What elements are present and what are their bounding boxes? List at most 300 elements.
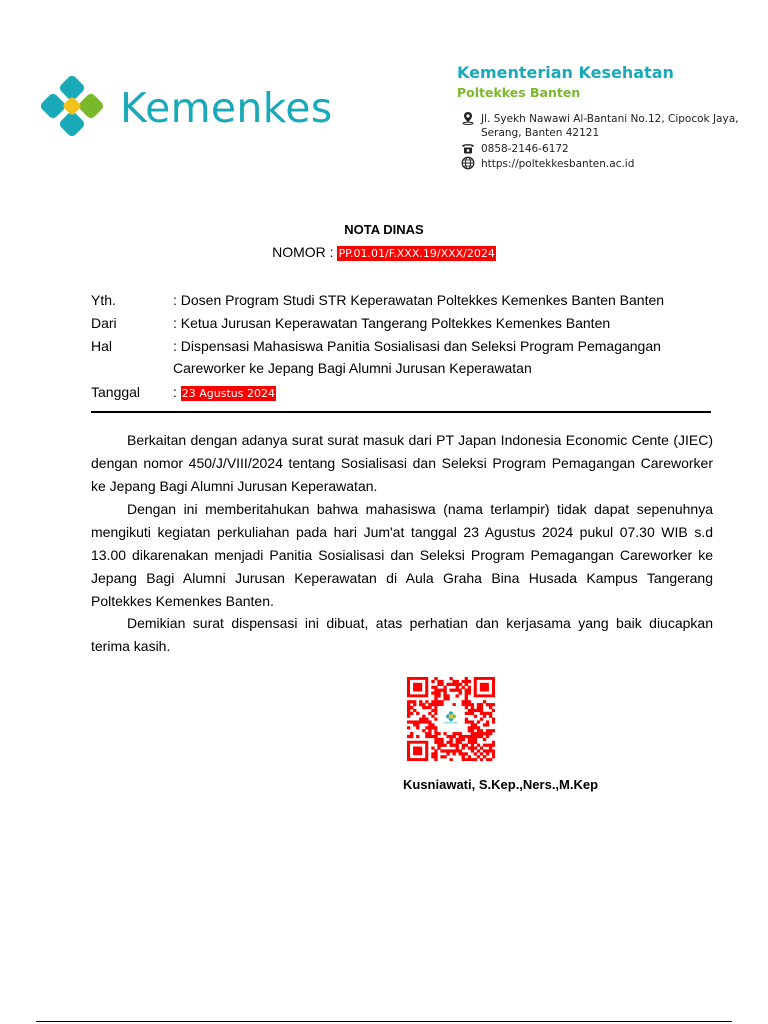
qr-module [434,703,437,706]
qr-module [477,709,480,712]
qr-module [465,700,468,703]
qr-module [486,752,489,755]
qr-module [474,758,477,761]
qr-module [477,735,480,738]
qr-module [456,694,459,697]
qr-module [410,712,413,715]
qr-module [431,680,434,683]
qr-module [434,691,437,694]
qr-module [489,706,492,709]
qr-module [446,697,449,700]
qr-module [449,744,452,747]
qr-module [449,735,452,738]
dari-value: : Ketua Jurusan Keperawatan Tangerang Poltekkes Kemenkes Banten [173,315,611,331]
qr-module [453,732,456,735]
qr-module [474,738,477,741]
qr-module [474,735,477,738]
qr-module [428,706,431,709]
qr-module [413,723,416,726]
qr-module [471,732,474,735]
qr-module [465,703,468,706]
qr-module [434,686,437,689]
footer-line [36,1021,732,1022]
qr-module [434,694,437,697]
header-divider [91,411,711,413]
website-line [461,156,634,171]
qr-module [434,726,437,729]
qr-module [428,726,431,729]
qr-module [468,686,471,689]
qr-module [422,715,425,718]
qr-module [456,738,459,741]
qr-module [425,732,428,735]
qr-module [492,703,495,706]
qr-module [489,732,492,735]
qr-module [434,706,437,709]
qr-module [471,741,474,744]
address-line [461,111,738,126]
qr-module [486,749,489,752]
yth-label: Yth. [91,292,116,308]
organization-subtitle: Poltekkes Banten [457,85,581,100]
qr-finder-pattern [413,683,422,692]
qr-module [465,680,468,683]
qr-module [453,735,456,738]
dari-label: Dari [91,315,117,331]
qr-module [486,729,489,732]
qr-module [449,689,452,692]
qr-module [407,726,410,729]
qr-module [449,749,452,752]
qr-module [468,689,471,692]
qr-module [434,732,437,735]
qr-module [431,700,434,703]
signature-qr-code [407,677,495,761]
body-paragraph-3: Demikian surat dispensasi ini dibuat, atas perhatian dan kerjasama yang baik diucapkan terima kasih. [91,615,713,654]
qr-module [462,686,465,689]
qr-module [419,703,422,706]
qr-module [440,749,443,752]
qr-module [477,720,480,723]
qr-module [474,732,477,735]
qr-module [416,712,419,715]
qr-module [422,720,425,723]
qr-module [449,741,452,744]
qr-module [410,735,413,738]
qr-module [456,686,459,689]
qr-module [465,752,468,755]
qr-module [465,744,468,747]
qr-module [468,712,471,715]
qr-module [443,749,446,752]
qr-module [462,703,465,706]
phone-line [461,141,569,156]
qr-module [468,735,471,738]
qr-module [456,747,459,750]
qr-module [410,706,413,709]
qr-module [462,752,465,755]
qr-module [471,744,474,747]
qr-module [428,720,431,723]
qr-module [440,680,443,683]
qr-module [471,726,474,729]
qr-module [428,732,431,735]
qr-module [468,755,471,758]
qr-module [468,709,471,712]
qr-module [471,749,474,752]
qr-module [486,712,489,715]
qr-module [492,720,495,723]
qr-module [428,723,431,726]
qr-module [468,720,471,723]
body-paragraph-1: Berkaitan dengan adanya surat surat masuk dari PT Japan Indonesia Economic Cente (JIEC) dengan nomor 450/J/VIII/2024 tentang Sosialisasi dan Seleksi Program Pemagangan Careworker ke Jepang Bagi Alumni Jurusan Keperawatan. [91,432,713,494]
yth-value: : Dosen Program Studi STR Keperawatan Poltekkes Kemenkes Banten Banten [173,292,665,308]
qr-module [456,744,459,747]
qr-module [468,700,471,703]
qr-module [437,703,440,706]
qr-module [486,703,489,706]
qr-module [492,729,495,732]
qr-module [434,697,437,700]
qr-module [434,677,437,680]
qr-module [431,747,434,750]
qr-module [480,758,483,761]
qr-module [437,691,440,694]
qr-module [465,712,468,715]
qr-module [480,709,483,712]
qr-module [459,741,462,744]
qr-module [468,747,471,750]
qr-module [462,700,465,703]
qr-module [434,749,437,752]
qr-module [440,689,443,692]
qr-module [431,703,434,706]
qr-module [471,703,474,706]
qr-module [474,723,477,726]
document-number-line [0,244,768,260]
qr-module [492,744,495,747]
qr-module [489,744,492,747]
qr-module [431,723,434,726]
qr-module [434,729,437,732]
qr-module [468,726,471,729]
qr-module [462,758,465,761]
qr-module [446,735,449,738]
qr-module [474,715,477,718]
telephone-icon [461,141,475,155]
qr-module [456,732,459,735]
qr-module [468,729,471,732]
qr-module [480,747,483,750]
qr-module [407,709,410,712]
qr-module [483,700,486,703]
qr-module [459,752,462,755]
qr-module [459,683,462,686]
qr-module [486,758,489,761]
organization-title: Kementerian Kesehatan [457,63,674,82]
qr-module [465,758,468,761]
qr-module [437,694,440,697]
qr-module [483,712,486,715]
qr-module [425,718,428,721]
qr-module [434,712,437,715]
qr-module [428,712,431,715]
qr-module [449,677,452,680]
qr-module [465,735,468,738]
qr-module [459,691,462,694]
qr-module [410,732,413,735]
qr-module [422,729,425,732]
qr-module [474,741,477,744]
tanggal-value-line [173,381,713,406]
qr-module [465,720,468,723]
qr-module [443,686,446,689]
qr-module [465,697,468,700]
qr-module [434,752,437,755]
qr-module [422,706,425,709]
qr-module [437,747,440,750]
qr-module [492,718,495,721]
qr-module [437,741,440,744]
qr-module [483,732,486,735]
qr-module [434,689,437,692]
qr-module [471,720,474,723]
qr-finder-pattern [480,683,489,692]
qr-module [440,700,443,703]
qr-module [489,729,492,732]
qr-module [434,718,437,721]
qr-module [440,738,443,741]
qr-module [453,744,456,747]
qr-module [431,726,434,729]
qr-module [428,729,431,732]
phone-text: 0858-2146-6172 [481,143,569,155]
qr-module [443,732,446,735]
qr-module [483,744,486,747]
qr-module [465,691,468,694]
qr-module [465,694,468,697]
qr-module [462,735,465,738]
qr-module [446,749,449,752]
hal-label: Hal [91,338,113,354]
qr-module [477,726,480,729]
qr-module [431,752,434,755]
qr-module [407,700,410,703]
qr-module [459,732,462,735]
qr-module [446,741,449,744]
qr-module [483,749,486,752]
qr-module [483,723,486,726]
qr-module [477,744,480,747]
hal-value-continued: Careworker ke Jepang Bagi Alumni Jurusan Keperawatan [173,360,532,376]
qr-module [425,700,428,703]
qr-module [456,749,459,752]
qr-module [434,700,437,703]
nomor-value: PP.01.01/F.XXX.19/XXX/2024 [338,247,495,260]
qr-module [474,726,477,729]
qr-module [462,680,465,683]
qr-module [486,744,489,747]
kemenkes-logo-icon [38,72,106,140]
qr-module [440,703,443,706]
qr-module [471,712,474,715]
qr-module [480,703,483,706]
qr-module [468,738,471,741]
qr-logo-text: Kemenkes [444,721,458,725]
qr-module [416,735,419,738]
qr-module [437,680,440,683]
qr-module [416,726,419,729]
qr-module [453,683,456,686]
qr-module [465,706,468,709]
tanggal-prefix: : [173,384,181,400]
qr-module [462,744,465,747]
qr-module [462,755,465,758]
globe-icon [461,156,475,170]
website-link[interactable]: https://poltekkesbanten.ac.id [481,158,635,170]
qr-module [480,718,483,721]
qr-module [480,706,483,709]
qr-finder-pattern [413,747,422,756]
qr-module [477,706,480,709]
qr-module [465,689,468,692]
address-text-1: Jl. Syekh Nawawi Al-Bantani No.12, Cipocok Jaya, [481,113,739,125]
qr-module [471,706,474,709]
qr-module [459,749,462,752]
qr-module [449,758,452,761]
qr-module [413,703,416,706]
qr-module [456,683,459,686]
qr-module [453,749,456,752]
qr-module [437,744,440,747]
qr-module [434,735,437,738]
qr-module [437,732,440,735]
qr-module [434,738,437,741]
qr-module [413,700,416,703]
qr-module [459,735,462,738]
qr-module [434,755,437,758]
qr-module [480,712,483,715]
qr-module [483,755,486,758]
qr-module [486,732,489,735]
qr-module [477,755,480,758]
qr-module [453,689,456,692]
qr-module [431,686,434,689]
qr-module [474,709,477,712]
qr-module [443,694,446,697]
qr-module [431,715,434,718]
qr-module [407,715,410,718]
qr-module [486,720,489,723]
qr-module [407,720,410,723]
qr-module [480,752,483,755]
qr-module [446,694,449,697]
qr-module [489,715,492,718]
qr-module [459,738,462,741]
qr-module [492,749,495,752]
qr-module [419,720,422,723]
qr-module [456,680,459,683]
qr-module [465,683,468,686]
qr-module [425,720,428,723]
qr-module [480,732,483,735]
qr-module [425,706,428,709]
qr-module [468,691,471,694]
qr-module [413,709,416,712]
qr-module [437,689,440,692]
address-text-2: Serang, Banten 42121 [481,127,600,139]
qr-module [477,749,480,752]
qr-module [468,741,471,744]
qr-module [416,720,419,723]
qr-module [477,729,480,732]
qr-module [425,726,428,729]
qr-module [419,718,422,721]
qr-module [407,706,410,709]
qr-module [471,747,474,750]
qr-module [407,712,410,715]
qr-module [468,680,471,683]
tanggal-label: Tanggal [91,384,141,400]
qr-module [477,732,480,735]
tanggal-value: 23 Agustus 2024 [181,387,275,400]
qr-module [437,700,440,703]
qr-module [431,735,434,738]
qr-module [492,741,495,744]
qr-module [483,715,486,718]
qr-module [431,709,434,712]
qr-module [437,738,440,741]
qr-module [471,709,474,712]
qr-module [446,752,449,755]
qr-module [480,735,483,738]
location-pin-icon [461,111,475,125]
qr-module [456,689,459,692]
qr-module [492,752,495,755]
qr-module [474,752,477,755]
qr-module [477,703,480,706]
qr-module [489,703,492,706]
qr-module [428,735,431,738]
qr-module [486,723,489,726]
qr-module [446,683,449,686]
qr-module [489,747,492,750]
qr-module [486,735,489,738]
hal-value: : Dispensasi Mahasiswa Panitia Sosialisasi dan Seleksi Program Pemagangan [173,338,661,354]
qr-module [422,718,425,721]
qr-module [471,738,474,741]
qr-module [422,703,425,706]
qr-module [443,691,446,694]
qr-module [471,735,474,738]
qr-module [419,700,422,703]
qr-module [459,689,462,692]
qr-module [410,720,413,723]
qr-module [428,703,431,706]
qr-module [471,729,474,732]
qr-module [474,747,477,750]
qr-module [407,735,410,738]
signer-name: Kusniawati, S.Kep.,Ners.,M.Kep [403,777,599,792]
document-title: NOTA DINAS [344,222,424,237]
qr-module [453,752,456,755]
qr-module [456,741,459,744]
qr-module [489,758,492,761]
qr-module [434,741,437,744]
qr-module [453,680,456,683]
qr-module [468,758,471,761]
qr-module [483,738,486,741]
